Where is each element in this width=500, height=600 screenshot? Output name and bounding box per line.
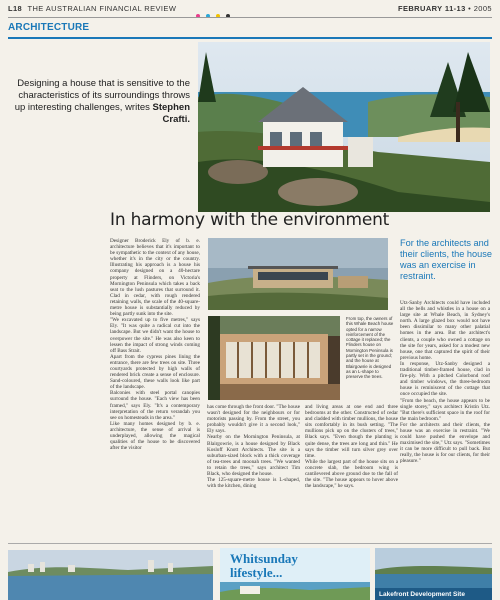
paragraph: Apart from the cypress pines lining the entrance, there are few trees on site. Three courtyards protected by high walls of rendered brick create a sense of enclosure. Sand-coloured, these walls look like part of the landscape. bbox=[110, 353, 200, 391]
issue-date-days: FEBRUARY 11-13 bbox=[397, 4, 466, 13]
ad-whitsunday-illustration bbox=[220, 582, 370, 600]
paragraph: Balconies with steel portal canopies surround the house. "Each view has been framed," says Ely. "It's a contemporary interpretation of the return verandah you see on homesteads in the area." bbox=[110, 390, 200, 421]
paragraph: "We excavated up to five metres," says Ely. "It was quite a radical cut into the landscape. But we didn't want the house to overpower the site." He was also keen to lessen the impact of strong winds coming off Bass Strait. bbox=[110, 317, 200, 354]
paragraph: For the architects and their clients, the house was an exercise in restraint. "We could have pushed the envelope and maximised the site," Utz says. "Sometimes it can be more difficult to pull back. But really, the house is for our clients, for their pleasure." bbox=[400, 421, 490, 465]
article-column-3 bbox=[305, 404, 398, 489]
publication-name: THE AUSTRALIAN FINANCIAL REVIEW bbox=[27, 4, 177, 13]
photo-caption: From top, the owners of this Whale Beach house opted for a narrow reinforcement of the cottage it replaced; the Flinders house on Mornington Peninsula is partly set in the ground; and the house at Blairgowrie is designed as an L-shape to preserve the trees. bbox=[346, 316, 394, 380]
ad-lakefront-label: Lakefront Development Site bbox=[379, 591, 465, 598]
paragraph: Nearby on the Mornington Peninsula, at Blairgowrie, is a house designed by Black Kosloff Knott Architects. The site is a suburban-sized block with a thick coverage of tea-trees and moonah trees. "We wanted to retain the trees," says architect Tim Black, who designed the house. bbox=[207, 434, 300, 478]
page-number: L18 bbox=[8, 4, 23, 13]
ad-whitsunday-subtitle: lifestyle... bbox=[230, 565, 283, 580]
colour-registration-dots bbox=[196, 5, 236, 23]
paragraph: Utz-Sanby Architects could have included all the bells and whistles in a house on a large site at Whale Beach, in Sydney's north. A large glazed box would not have been dissimilar to many other palatial homes in the area. But the architect's clients, a couple who owned a cottage on the site for years, asked for a modest new house, one that captured the spirit of their previous home. bbox=[400, 300, 490, 361]
paragraph: The 125-square-metre house is L-shaped, with the kitchen, dining bbox=[207, 477, 300, 490]
photo-blairgowrie-illustration bbox=[208, 316, 340, 400]
ad-whitsunday-title: Whitsunday bbox=[230, 551, 298, 566]
issue-date: FEBRUARY 11-13 • 2005 bbox=[397, 4, 492, 13]
ad-whitsunday-lifestyle[interactable] bbox=[220, 548, 370, 600]
photo-flinders-house bbox=[208, 238, 388, 310]
paragraph: has come through the front door. "The house wasn't designed for the neighbours or for motorists passing by. From the street, you probably wouldn't give it a second look," Ely says. bbox=[207, 404, 300, 435]
paragraph: Designer Broderick Ely of b. e. architecture believes that it's important to be sympathetic to the context of any house, whether it's in the city or the country. Illustrating his approach is a house his company designed on a 40-hectare property at Flinders, on Victoria's Mornington Peninsula which takes a back seat to the lush pastures that surround it. Clad in cedar, with rough rendered retaining walls, the scale of the 40-square-metre house is substantially reduced by being partly sunk into the site. bbox=[110, 238, 200, 318]
intro-text: Designing a house that is sensitive to the characteristics of its surroundings throws up interesting challenges, writes bbox=[14, 78, 190, 113]
ad-harbour-photo bbox=[8, 550, 213, 600]
ad-harbour-illustration bbox=[8, 550, 213, 600]
section-rule bbox=[8, 37, 492, 39]
paragraph: In response, Utz-Sanby designed a traditional timber-framed house, clad in fire-ply. With a pitched Colorbond roof and timber windows, the three-bedroom house is reminiscent of the cottage that once occupied the site. bbox=[400, 360, 490, 398]
intro-standfirst bbox=[10, 78, 190, 126]
main-photo-illustration bbox=[198, 42, 490, 212]
intro-byline: Stephen Crafti. bbox=[152, 102, 190, 125]
article-column-4 bbox=[400, 300, 490, 465]
paragraph: While the largest part of the house sits on a concrete slab, the bedroom wing is cantilevered above ground due to the fall of the site. "The house appears to hover above the landscape," he says. bbox=[305, 458, 398, 490]
pull-quote: For the architects and their clients, the house was an exercise in restraint. bbox=[400, 238, 492, 281]
headline: In harmony with the environment bbox=[110, 210, 390, 230]
article-column-1 bbox=[110, 238, 200, 451]
paragraph: and living areas at one end and three bedrooms at the other. Constructed of cedar and cladded with timber mullions, the house sits comfortably in its bush setting. "The mullions pick up on the clusters of trees," Black says. "Even though the planting is quite dense, the trees are long and thin." He says the timber will turn silver grey over time. bbox=[305, 404, 398, 459]
issue-date-year: 2005 bbox=[473, 4, 492, 13]
masthead-rule bbox=[8, 17, 492, 18]
article-column-2 bbox=[207, 404, 300, 489]
ad-lakefront-development[interactable] bbox=[375, 548, 492, 600]
main-photo-coastal-house bbox=[198, 42, 490, 212]
masthead bbox=[8, 4, 492, 18]
paragraph: Like many homes designed by b. e. architecture, the sense of arrival is underplayed, allowing the magical qualities of the house to be discovered after the visitor bbox=[110, 420, 200, 452]
section-label: ARCHITECTURE bbox=[8, 22, 90, 33]
photo-blairgowrie-house bbox=[208, 316, 340, 400]
paragraph: "From the beach, the house appears to be single storey," says architect Kristin Utz. "But there's sufficient space in the roof for the main bedroom." bbox=[400, 397, 490, 422]
ad-divider bbox=[8, 543, 492, 544]
photo-flinders-illustration bbox=[208, 238, 388, 310]
